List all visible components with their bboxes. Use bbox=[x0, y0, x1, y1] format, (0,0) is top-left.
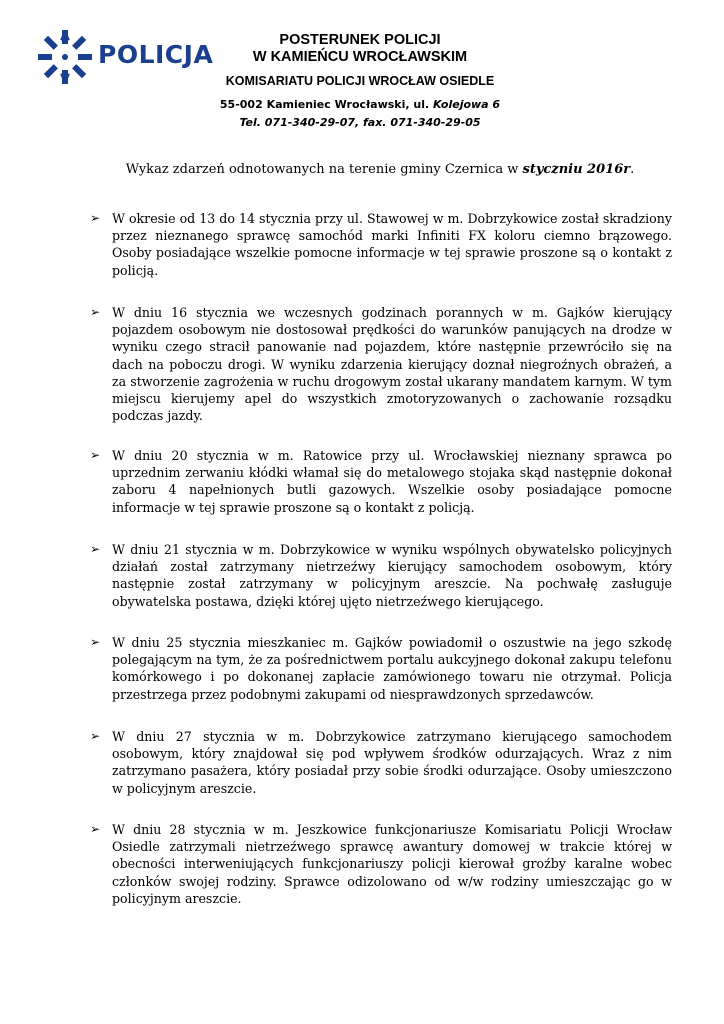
arrow-bullet-icon: ➢ bbox=[90, 729, 101, 743]
logo-wordmark: POLICJA bbox=[98, 40, 214, 69]
police-logo bbox=[36, 28, 214, 86]
list-item bbox=[90, 447, 672, 516]
title-text: Wykaz zdarzeń odnotowanych na terenie gminy Czernica w bbox=[125, 162, 523, 177]
police-star-icon bbox=[36, 28, 94, 86]
document-title bbox=[100, 162, 660, 177]
header-phone: Tel. 071-340-29-07, fax. 071-340-29-05 bbox=[239, 116, 481, 129]
header-address bbox=[210, 98, 510, 111]
list-item bbox=[90, 304, 672, 424]
list-item-text: W dniu 16 stycznia we wczesnych godzinach porannych w m. Gajków kierujący pojazdem osobowym nie dostosował prędkości do warunków panujących na drodze w wyniku czego stracił panowanie nad pojazdem, które następnie przewróciło się na dach na poboczu drogi. W wyniku zdarzenia kierujący doznał niegroźnych obrażeń, a za stworzenie zagrożenia w ruchu drogowym został ukarany mandatem karnym. W tym miejscu kierujemy apel do wszystkich zmotoryzowanych o zachowanie rozsądku podczas jazdy. bbox=[112, 305, 672, 424]
list-item-text: W dniu 21 stycznia w m. Dobrzykowice w wyniku wspólnych obywatelsko policyjnych działań został zatrzymany nietrzeźwy kierujący samochodem osobowym, który następnie został zatrzymany w policyjnym areszcie. Na pochwałę zasługuje obywatelska postawa, dzięki której ujęto nietrzeźwego kierującego. bbox=[112, 542, 672, 609]
title-emphasis: styczniu 2016r bbox=[522, 162, 631, 177]
arrow-bullet-icon: ➢ bbox=[90, 635, 101, 649]
list-item bbox=[90, 821, 672, 907]
arrow-bullet-icon: ➢ bbox=[90, 211, 101, 225]
list-item bbox=[90, 634, 672, 703]
list-item bbox=[90, 541, 672, 610]
list-item-text: W dniu 20 stycznia w m. Ratowice przy ul. Wrocławskiej nieznany sprawca po uprzednim zerwaniu kłódki włamał się do metalowego stojaka skąd następnie dokonał zaboru 4 napełnionych butli gazowych. Wszelkie osoby posiadające pomocne informacje w tej sprawie proszone są o kontakt z policją. bbox=[112, 448, 672, 515]
arrow-bullet-icon: ➢ bbox=[90, 448, 101, 462]
list-item bbox=[90, 210, 672, 279]
arrow-bullet-icon: ➢ bbox=[90, 542, 101, 556]
list-item-text: W dniu 25 stycznia mieszkaniec m. Gajków powiadomił o oszustwie na jego szkodę polegającym na tym, że za pośrednictwem portalu aukcyjnego dokonał zakupu telefonu komórkowego i po dokonanej zapłacie zamówionego towaru nie otrzymał. Policja przestrzega przez podobnymi zakupami od niesprawdzonych sprzedawców. bbox=[112, 635, 672, 702]
title-suffix: . bbox=[630, 162, 635, 177]
list-item-text: W okresie od 13 do 14 stycznia przy ul. Stawowej w m. Dobrzykowice został skradziony przez nieznanego sprawcę samochód marki Infiniti FX koloru ciemno brązowego. Osoby posiadające wszelkie pomocne informacje w tej sprawie proszone są o kontakt z policją. bbox=[112, 211, 672, 278]
address-street: Kolejowa 6 bbox=[432, 98, 501, 111]
address-text: 55-002 Kamieniec Wrocławski, ul. bbox=[219, 98, 433, 111]
arrow-bullet-icon: ➢ bbox=[90, 305, 101, 319]
list-item-text: W dniu 28 stycznia w m. Jeszkowice funkcjonariusze Komisariatu Policji Wrocław Osiedle zatrzymali nietrzeźwego sprawcę awantury domowej w trakcie której w obecności interweniujących funkcjonariuszy policji kierował groźby karalne wobec członków swojej rodziny. Sprawce odizolowano od w/w rodziny umieszczając go w policyjnym areszcie. bbox=[112, 822, 672, 906]
letterhead bbox=[210, 32, 510, 129]
header-line-2: W KAMIEŃCU WROCŁAWSKIM bbox=[252, 49, 468, 65]
arrow-bullet-icon: ➢ bbox=[90, 822, 101, 836]
list-item bbox=[90, 728, 672, 797]
header-line-1: POSTERUNEK POLICJI bbox=[279, 32, 441, 48]
list-item-text: W dniu 27 stycznia w m. Dobrzykowice zatrzymano kierującego samochodem osobowym, który znajdował się pod wpływem środków odurzających. Wraz z nim zatrzymano pasażera, który posiadał przy sobie środki odurzające. Osoby umieszczono w policyjnym areszcie. bbox=[112, 729, 672, 796]
header-line-3: KOMISARIATU POLICJI WROCŁAW OSIEDLE bbox=[225, 74, 495, 88]
